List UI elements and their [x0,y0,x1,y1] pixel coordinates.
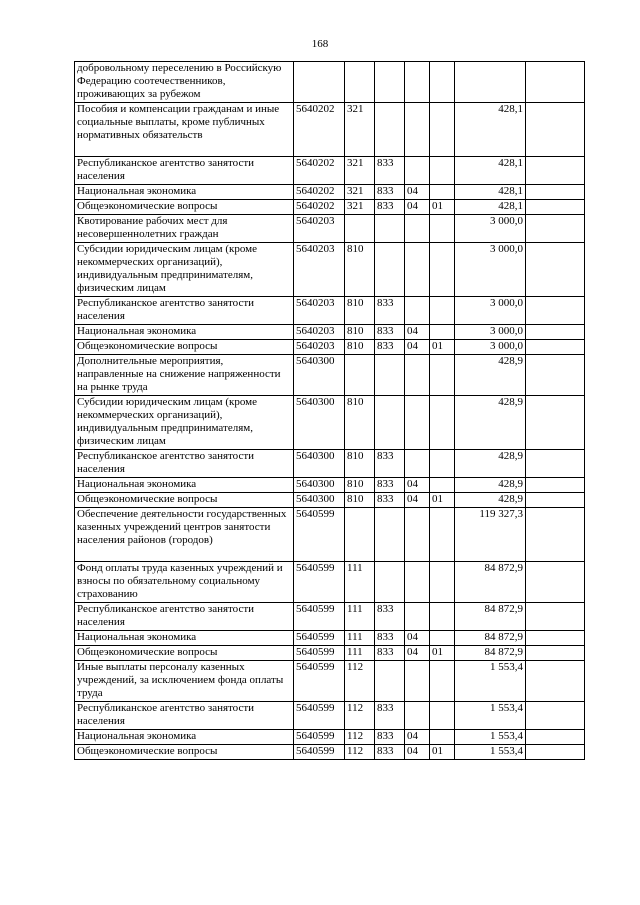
row-admin-code: 833 [375,603,405,631]
row-admin-code: 833 [375,631,405,646]
row-amount: 3 000,0 [455,215,526,243]
row-empty-cell [526,646,585,661]
row-code: 5640300 [294,396,345,450]
table-row [75,450,585,478]
row-code: 5640300 [294,478,345,493]
row-code: 5640300 [294,450,345,478]
row-code: 5640599 [294,603,345,631]
table-row [75,396,585,450]
row-expense-type [345,215,375,243]
row-code: 5640203 [294,325,345,340]
row-section: 04 [405,325,430,340]
table-row [75,62,585,103]
table-row [75,493,585,508]
row-section [405,297,430,325]
page-number: 168 [311,38,329,50]
row-expense-type: 111 [345,603,375,631]
row-name: добровольному переселению в Российскую Федерацию соотечественников, проживающих за рубежом [75,62,294,103]
row-name: Республиканское агентство занятости населения [75,450,294,478]
row-section: 04 [405,493,430,508]
row-name: Общеэкономические вопросы [75,646,294,661]
table-row [75,215,585,243]
row-empty-cell [526,396,585,450]
row-empty-cell [526,297,585,325]
row-expense-type: 112 [345,745,375,760]
row-amount: 84 872,9 [455,562,526,603]
row-name: Квотирование рабочих мест для несовершеннолетних граждан [75,215,294,243]
row-empty-cell [526,562,585,603]
row-code [294,62,345,103]
row-empty-cell [526,355,585,396]
row-amount: 84 872,9 [455,603,526,631]
row-empty-cell [526,493,585,508]
row-expense-type [345,508,375,562]
row-section: 04 [405,745,430,760]
row-name: Общеэкономические вопросы [75,745,294,760]
row-section [405,243,430,297]
row-expense-type: 112 [345,730,375,745]
row-code: 5640202 [294,200,345,215]
table-row [75,297,585,325]
row-amount: 428,9 [455,450,526,478]
row-empty-cell [526,603,585,631]
row-name: Дополнительные мероприятия, направленные на снижение напряженности на рынке труда [75,355,294,396]
row-amount: 428,9 [455,396,526,450]
row-empty-cell [526,661,585,702]
row-amount [455,62,526,103]
row-section [405,355,430,396]
row-code: 5640203 [294,340,345,355]
row-code: 5640202 [294,103,345,157]
row-section [405,450,430,478]
table-row [75,730,585,745]
row-admin-code: 833 [375,157,405,185]
row-subsection [430,478,455,493]
row-section [405,396,430,450]
row-admin-code: 833 [375,450,405,478]
row-subsection: 01 [430,493,455,508]
row-subsection [430,562,455,603]
row-expense-type: 112 [345,702,375,730]
row-code: 5640202 [294,157,345,185]
row-amount: 84 872,9 [455,631,526,646]
row-name: Национальная экономика [75,730,294,745]
row-expense-type [345,62,375,103]
row-amount: 119 327,3 [455,508,526,562]
row-amount: 428,9 [455,478,526,493]
row-subsection [430,450,455,478]
row-name: Обеспечение деятельности государственных казенных учреждений центров занятости населения районов (городов) [75,508,294,562]
row-name: Национальная экономика [75,478,294,493]
row-admin-code: 833 [375,702,405,730]
budget-table [74,61,585,760]
row-subsection: 01 [430,340,455,355]
row-amount: 1 553,4 [455,730,526,745]
row-admin-code: 833 [375,185,405,200]
table-row [75,661,585,702]
row-amount: 3 000,0 [455,340,526,355]
row-code: 5640203 [294,243,345,297]
row-name: Субсидии юридическим лицам (кроме некоммерческих организаций), индивидуальным предпринимателям, физическим лицам [75,396,294,450]
row-empty-cell [526,340,585,355]
row-name: Общеэкономические вопросы [75,493,294,508]
row-admin-code [375,355,405,396]
row-section [405,562,430,603]
row-admin-code: 833 [375,745,405,760]
table-row [75,603,585,631]
row-expense-type: 810 [345,340,375,355]
row-subsection [430,603,455,631]
row-subsection [430,185,455,200]
row-subsection [430,243,455,297]
row-admin-code [375,508,405,562]
row-empty-cell [526,325,585,340]
row-name: Национальная экономика [75,185,294,200]
row-section: 04 [405,200,430,215]
table-row [75,478,585,493]
row-name: Республиканское агентство занятости населения [75,157,294,185]
row-name: Национальная экономика [75,631,294,646]
row-code: 5640203 [294,297,345,325]
row-name: Республиканское агентство занятости населения [75,603,294,631]
row-expense-type: 321 [345,200,375,215]
row-subsection [430,396,455,450]
row-expense-type [345,355,375,396]
row-expense-type: 111 [345,631,375,646]
row-subsection [430,631,455,646]
table-row [75,631,585,646]
table-row [75,355,585,396]
row-section [405,603,430,631]
row-empty-cell [526,243,585,297]
row-admin-code: 833 [375,478,405,493]
row-amount: 3 000,0 [455,243,526,297]
row-subsection [430,157,455,185]
row-amount: 428,1 [455,103,526,157]
row-subsection [430,325,455,340]
row-empty-cell [526,450,585,478]
row-name: Иные выплаты персоналу казенных учреждений, за исключением фонда оплаты труда [75,661,294,702]
row-amount: 3 000,0 [455,297,526,325]
row-section: 04 [405,646,430,661]
row-empty-cell [526,631,585,646]
table-row [75,185,585,200]
row-admin-code [375,243,405,297]
row-amount: 428,1 [455,157,526,185]
table-row [75,325,585,340]
row-code: 5640599 [294,631,345,646]
row-amount: 1 553,4 [455,702,526,730]
row-expense-type: 321 [345,185,375,200]
row-code: 5640599 [294,562,345,603]
row-section [405,103,430,157]
row-code: 5640300 [294,493,345,508]
row-section: 04 [405,631,430,646]
row-expense-type: 321 [345,157,375,185]
row-empty-cell [526,215,585,243]
row-code: 5640599 [294,730,345,745]
row-empty-cell [526,185,585,200]
table-row [75,745,585,760]
row-name: Национальная экономика [75,325,294,340]
row-empty-cell [526,200,585,215]
table-row [75,702,585,730]
row-expense-type: 321 [345,103,375,157]
row-subsection [430,508,455,562]
row-name: Республиканское агентство занятости населения [75,702,294,730]
row-subsection [430,215,455,243]
row-admin-code [375,661,405,702]
row-amount: 3 000,0 [455,325,526,340]
row-empty-cell [526,478,585,493]
row-subsection [430,661,455,702]
row-amount: 428,9 [455,355,526,396]
row-admin-code: 833 [375,340,405,355]
row-admin-code [375,103,405,157]
row-name: Общеэкономические вопросы [75,200,294,215]
row-subsection [430,355,455,396]
row-admin-code: 833 [375,646,405,661]
row-amount: 1 553,4 [455,745,526,760]
row-code: 5640300 [294,355,345,396]
row-amount: 428,1 [455,185,526,200]
row-amount: 84 872,9 [455,646,526,661]
row-empty-cell [526,745,585,760]
row-admin-code: 833 [375,297,405,325]
row-name: Пособия и компенсации гражданам и иные социальные выплаты, кроме публичных нормативных обязательств [75,103,294,157]
row-subsection: 01 [430,200,455,215]
table-row [75,200,585,215]
row-subsection: 01 [430,745,455,760]
row-admin-code [375,62,405,103]
table-body [75,62,585,760]
row-amount: 428,9 [455,493,526,508]
row-section: 04 [405,730,430,745]
row-section [405,702,430,730]
row-empty-cell [526,62,585,103]
row-amount: 1 553,4 [455,661,526,702]
row-code: 5640599 [294,508,345,562]
row-admin-code: 833 [375,200,405,215]
row-name: Общеэкономические вопросы [75,340,294,355]
row-expense-type: 810 [345,243,375,297]
table-row [75,646,585,661]
row-admin-code [375,215,405,243]
row-admin-code: 833 [375,730,405,745]
row-empty-cell [526,508,585,562]
row-admin-code: 833 [375,493,405,508]
row-section: 04 [405,340,430,355]
row-code: 5640599 [294,702,345,730]
row-section [405,62,430,103]
row-subsection [430,62,455,103]
table-row [75,508,585,562]
row-expense-type: 810 [345,325,375,340]
row-code: 5640599 [294,646,345,661]
row-name: Фонд оплаты труда казенных учреждений и взносы по обязательному социальному страхованию [75,562,294,603]
table-row [75,103,585,157]
row-empty-cell [526,157,585,185]
table-row [75,562,585,603]
row-subsection [430,103,455,157]
row-name: Республиканское агентство занятости населения [75,297,294,325]
row-code: 5640202 [294,185,345,200]
row-expense-type: 111 [345,646,375,661]
row-name: Субсидии юридическим лицам (кроме некоммерческих организаций), индивидуальным предпринимателям, физическим лицам [75,243,294,297]
row-code: 5640599 [294,661,345,702]
table-row [75,157,585,185]
row-subsection [430,702,455,730]
row-code: 5640203 [294,215,345,243]
row-empty-cell [526,103,585,157]
row-admin-code [375,396,405,450]
row-section [405,215,430,243]
row-subsection: 01 [430,646,455,661]
row-admin-code [375,562,405,603]
row-expense-type: 111 [345,562,375,603]
table-row [75,340,585,355]
row-empty-cell [526,730,585,745]
row-amount: 428,1 [455,200,526,215]
row-admin-code: 833 [375,325,405,340]
row-expense-type: 810 [345,297,375,325]
row-expense-type: 810 [345,450,375,478]
table-row [75,243,585,297]
row-section: 04 [405,478,430,493]
row-subsection [430,730,455,745]
row-subsection [430,297,455,325]
row-expense-type: 810 [345,493,375,508]
row-expense-type: 112 [345,661,375,702]
row-code: 5640599 [294,745,345,760]
row-expense-type: 810 [345,478,375,493]
row-section: 04 [405,185,430,200]
row-section [405,661,430,702]
row-empty-cell [526,702,585,730]
row-section [405,508,430,562]
row-section [405,157,430,185]
row-expense-type: 810 [345,396,375,450]
